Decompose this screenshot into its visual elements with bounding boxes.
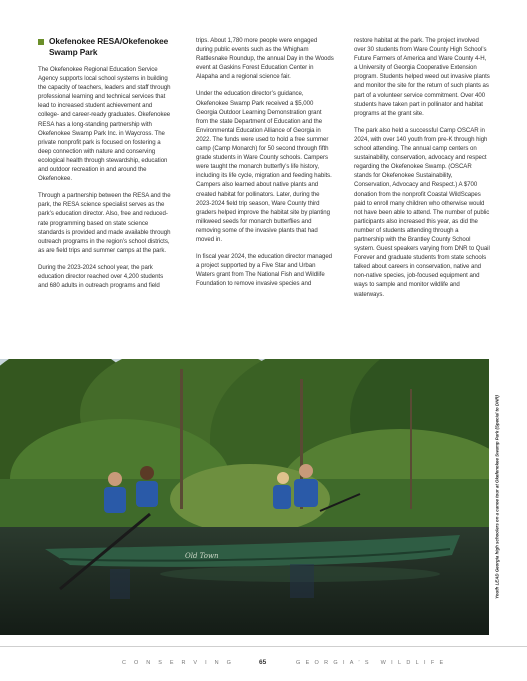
paragraph: The park also held a successful Camp OSCAR in 2024, with over 140 youth from pre-K through high school attending. The annual camp centers on sustainability, conservation, advocacy and respect regarding the Okefenokee Swamp. (OSCAR stands for Okefenokee Sustainability, Conservation, Advocacy and Respect.) A $700 donation from the nonprofit Coastal WildScapes paid to enroll many children who otherwise would not have been able to attend. The number of public participants also increased this year, as did the number of students attending through a partnership with the Brantley County School system. Guest speakers varying from DNR to Quail Forever and graduate students from state schools talked about careers in conservation, native and non-native species, job-focused equipment and ways to sample and monitor wildlife and waterways. [354, 126, 490, 298]
paragraph: restore habitat at the park. The project involved over 30 students from Ware County High School’s Future Farmers of America and Ware County 4-H, a University of Georgia Cooperative Extension program. Students helped weed out invasive plants and monitor the site for the return of such plants as part of a volunteer service commitment. Over 400 students have taken part in pollinator and habitat programs at the grant site. [354, 37, 490, 117]
paragraph: In fiscal year 2024, the education director managed a project supported by a Five Star and Urban Waters grant from The National Fish and Wildlife Foundation to remove invasive species and [196, 253, 333, 288]
canoe-photo-illustration [0, 359, 489, 635]
canoe-brand-text: Old Town [185, 552, 219, 560]
photo-credit [492, 359, 502, 635]
page-footer [0, 658, 527, 670]
footer-magazine-title: GEORGIA’S WILDLIFE [296, 660, 449, 666]
paragraph: Under the education director’s guidance, Okefenokee Swamp Park received a $5,000 Georgia Outdoor Learning Demonstration grant from the state Department of Education and the Environmental Education Alliance of Georgia in 2022. The funds were used to hold a free summer camp (Camp Monarch) for 50 second through fifth grade students in Ware County schools. Campers were taught the monarch butterfly’s life history, including its life cycle, migration and feeding habits. Campers also learned about native plants and created habitat for pollinators. Later, during the 2023-2024 field trip season, Ware County third graders helped improve the habitat site by planting milkweed seeds for monarch butterflies and removing some of the invasive plants that had moved in. [196, 90, 332, 243]
article-column-2 [196, 36, 334, 296]
footer-section-label: CONSERVING [122, 660, 239, 666]
section-heading [38, 36, 174, 58]
footer-divider [0, 646, 527, 647]
article-column-3 [354, 36, 490, 307]
paragraph: During the 2023-2024 school year, the park education director reached over 4,200 students and 680 adults in outreach programs and field [38, 263, 164, 290]
canoe-photo [0, 359, 489, 635]
paragraph: The Okefenokee Regional Education Service Agency supports local school systems in building the capacity of teachers, leaders and staff through professional learning and technical services that lead to increased student achievement and college- and career-ready graduates. Okefenokee RESA has a long-standing partnership with Okefenokee Swamp Park Inc. in Waycross. The private nonprofit park is focused on fostering a deep connection with nature and conserving ecological health through stewardship, education and outdoor recreation in and around the Okefenokee. [38, 66, 171, 183]
paragraph: Through a partnership between the RESA and the park, the RESA science specialist serves as the park’s education director. Also, free and reduced-rate programming based on state science standards is provided and made available through outreach programs in the region’s school districts, as are field trips and summer camps at the park. [38, 192, 171, 254]
photo-credit-text: Youth LEAD Georgia high schoolers on a canoe tour at Okefenokee Swamp Park (Special to DNR) [494, 395, 500, 599]
square-bullet-icon [38, 39, 44, 45]
page-number: 65 [259, 659, 267, 666]
article-column-1 [38, 36, 174, 298]
paragraph: trips. About 1,780 more people were engaged during public events such as the Whigham Rattlesnake Roundup, the annual Day in the Woods event at Gaskins Forest Education Center in Alapaha and a regional science fair. [196, 37, 334, 81]
section-heading-text: Okefenokee RESA/Okefenokee Swamp Park [49, 36, 169, 57]
